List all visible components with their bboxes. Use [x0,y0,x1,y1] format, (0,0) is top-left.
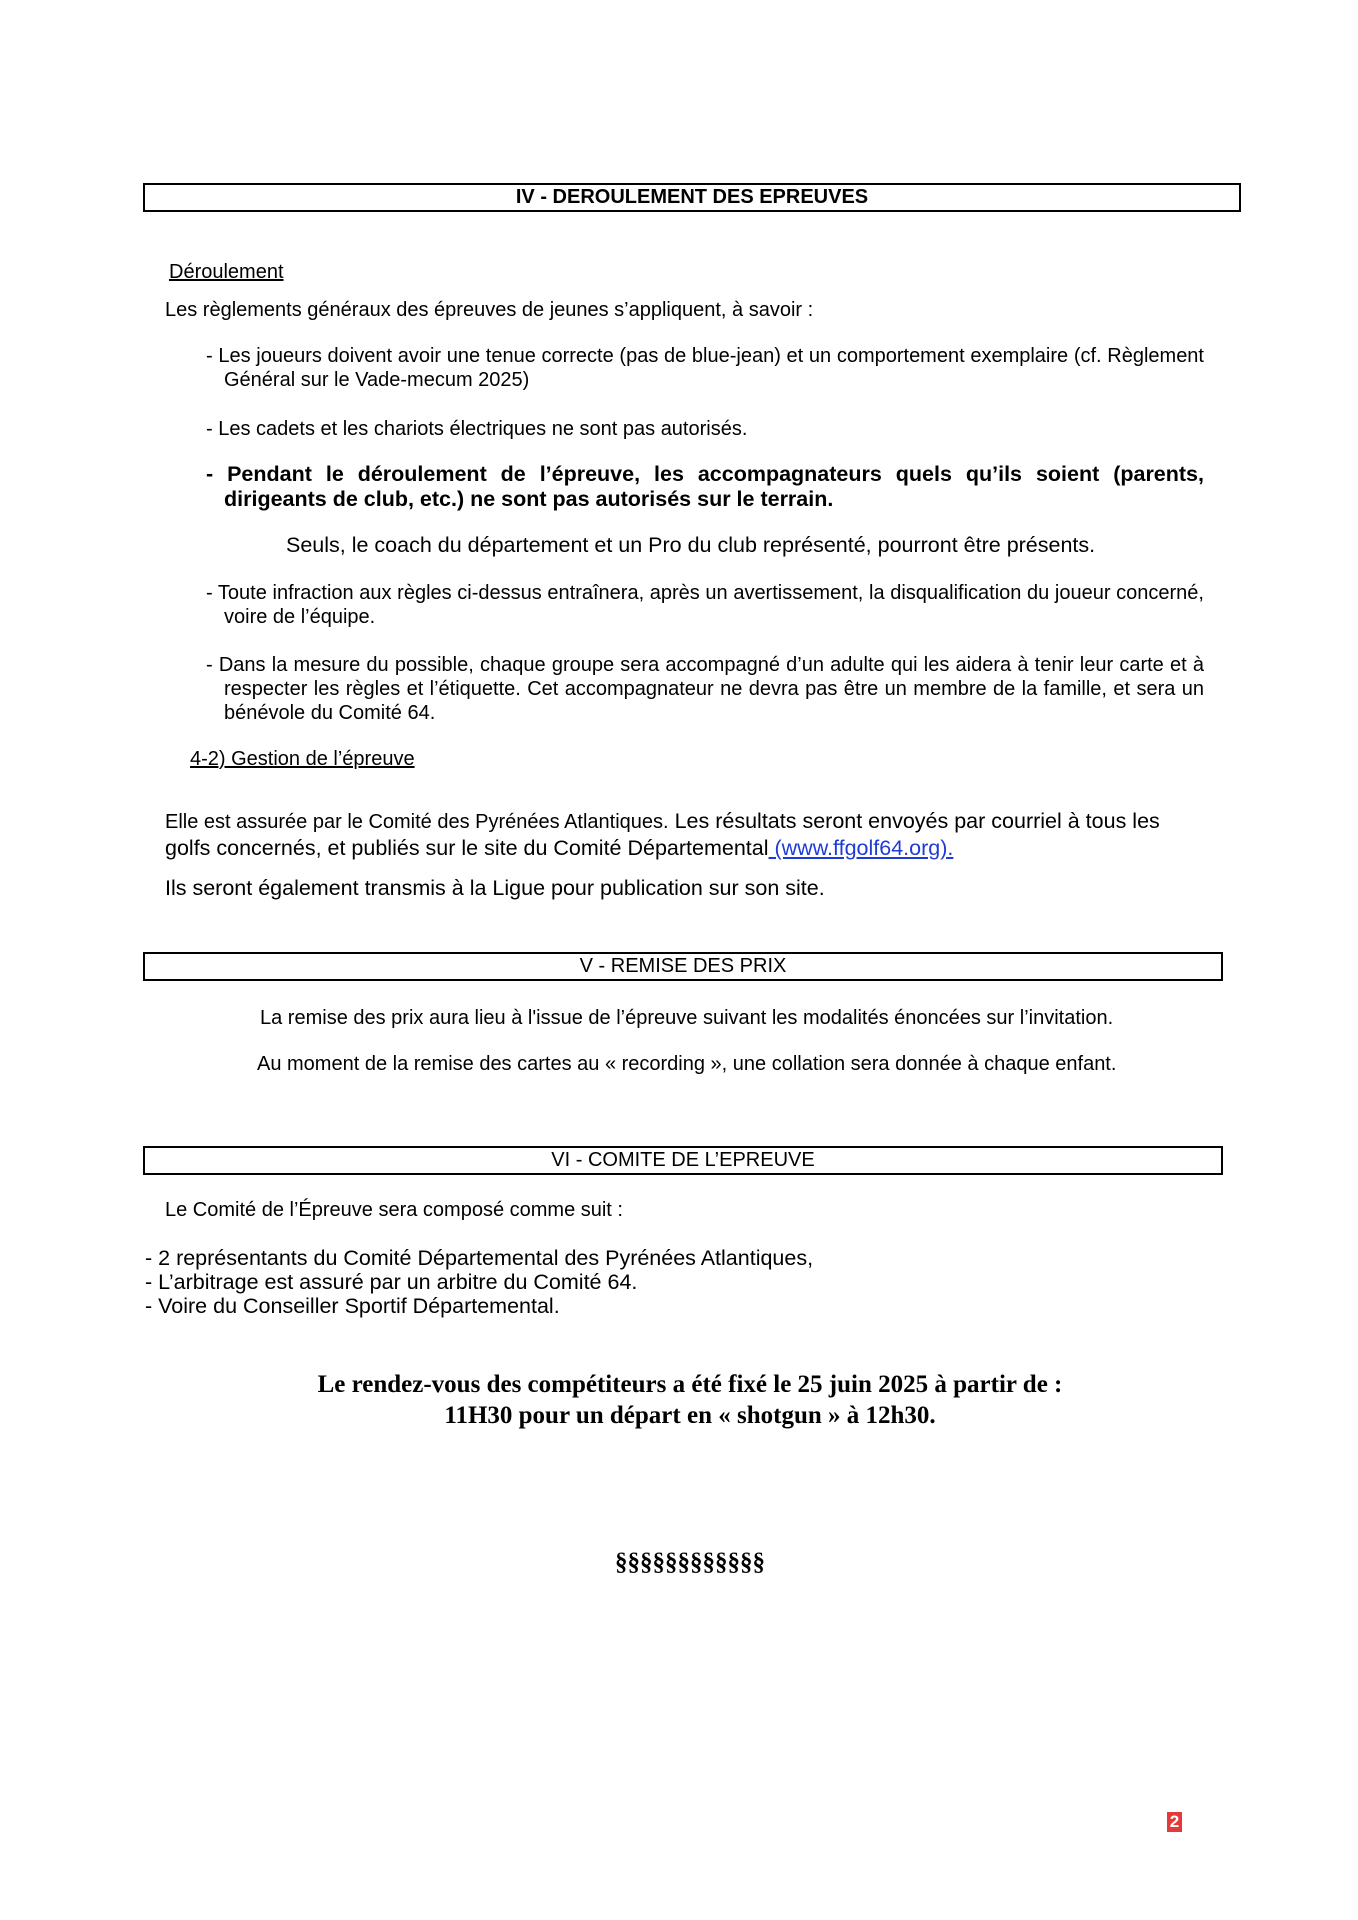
subheading-deroulement: Déroulement [169,261,284,283]
committee-item: - 2 représentants du Comité Départemental des Pyrénées Atlantiques, [145,1246,814,1270]
rules-intro: Les règlements généraux des épreuves de jeunes s’appliquent, à savoir : [165,299,814,321]
rendezvous-line-2: 11H30 pour un départ en « shotgun » à 12h30. [444,1402,936,1429]
gestion-text-a: Elle est assurée par le Comité des Pyrénées Atlantiques. [165,811,669,833]
rule-bullet-accompanying-adult: - Dans la mesure du possible, chaque groupe sera accompagné d’un adulte qui les aidera à tenir leur carte et à respecter les règles et l’étiquette. Cet accompagnateur ne devra pas être un membre de la famille, et sera un bénévole du Comité 64. [206,654,1204,724]
section-separator: §§§§§§§§§§§§ [615,1549,765,1576]
gestion-text-b: Les résultats seront envoyés par courriel à tous les golfs concernés, et publiés sur le site du Comité Départemental [165,809,1160,860]
rule-note-coach: Seuls, le coach du département et un Pro du club représenté, pourront être présents. [286,533,1096,557]
rule-bullet-dress: - Les joueurs doivent avoir une tenue correcte (pas de blue-jean) et un comportement exemplaire (cf. Règlement Général sur le Vade-mecum 2025) [206,345,1204,391]
committee-item: - L’arbitrage est assuré par un arbitre du Comité 64. [145,1270,638,1294]
section-5-header [143,952,1223,981]
gestion-ligue: Ils seront également transmis à la Ligue pour publication sur son site. [165,876,825,900]
gestion-paragraph [165,808,1205,861]
prize-line-1: La remise des prix aura lieu à l'issue de l’épreuve suivant les modalités énoncées sur l’invitation. [260,1007,1114,1029]
section-4-header [143,183,1241,212]
committee-intro: Le Comité de l’Épreuve sera composé comme suit : [165,1199,623,1221]
section-6-header [143,1146,1223,1175]
rule-bullet-caddies: - Les cadets et les chariots électriques ne sont pas autorisés. [206,418,748,440]
page-number: 2 [1167,1812,1182,1832]
committee-item: - Voire du Conseiller Sportif Départemental. [145,1294,560,1318]
section-5-title: V - REMISE DES PRIX [579,955,787,977]
rule-bullet-companions: - Pendant le déroulement de l’épreuve, les accompagnateurs quels qu’ils soient (parents, dirigeants de club, etc.) ne sont pas autorisés sur le terrain. [206,462,1204,511]
ffgolf64-link[interactable]: (www.ffgolf64.org). [768,836,954,860]
committee-list [145,1246,813,1318]
rule-bullet-infraction: - Toute infraction aux règles ci-dessus entraînera, après un avertissement, la disqualification du joueur concerné, voire de l’équipe. [206,582,1204,628]
subheading-gestion: 4-2) Gestion de l’épreuve [190,748,415,770]
rendezvous-line-1: Le rendez-vous des compétiteurs a été fixé le 25 juin 2025 à partir de : [317,1371,1063,1398]
prize-line-2: Au moment de la remise des cartes au « recording », une collation sera donnée à chaque enfant. [257,1053,1117,1075]
section-6-title: VI - COMITE DE L’EPREUVE [551,1149,815,1171]
section-4-title: IV - DEROULEMENT DES EPREUVES [515,186,869,208]
